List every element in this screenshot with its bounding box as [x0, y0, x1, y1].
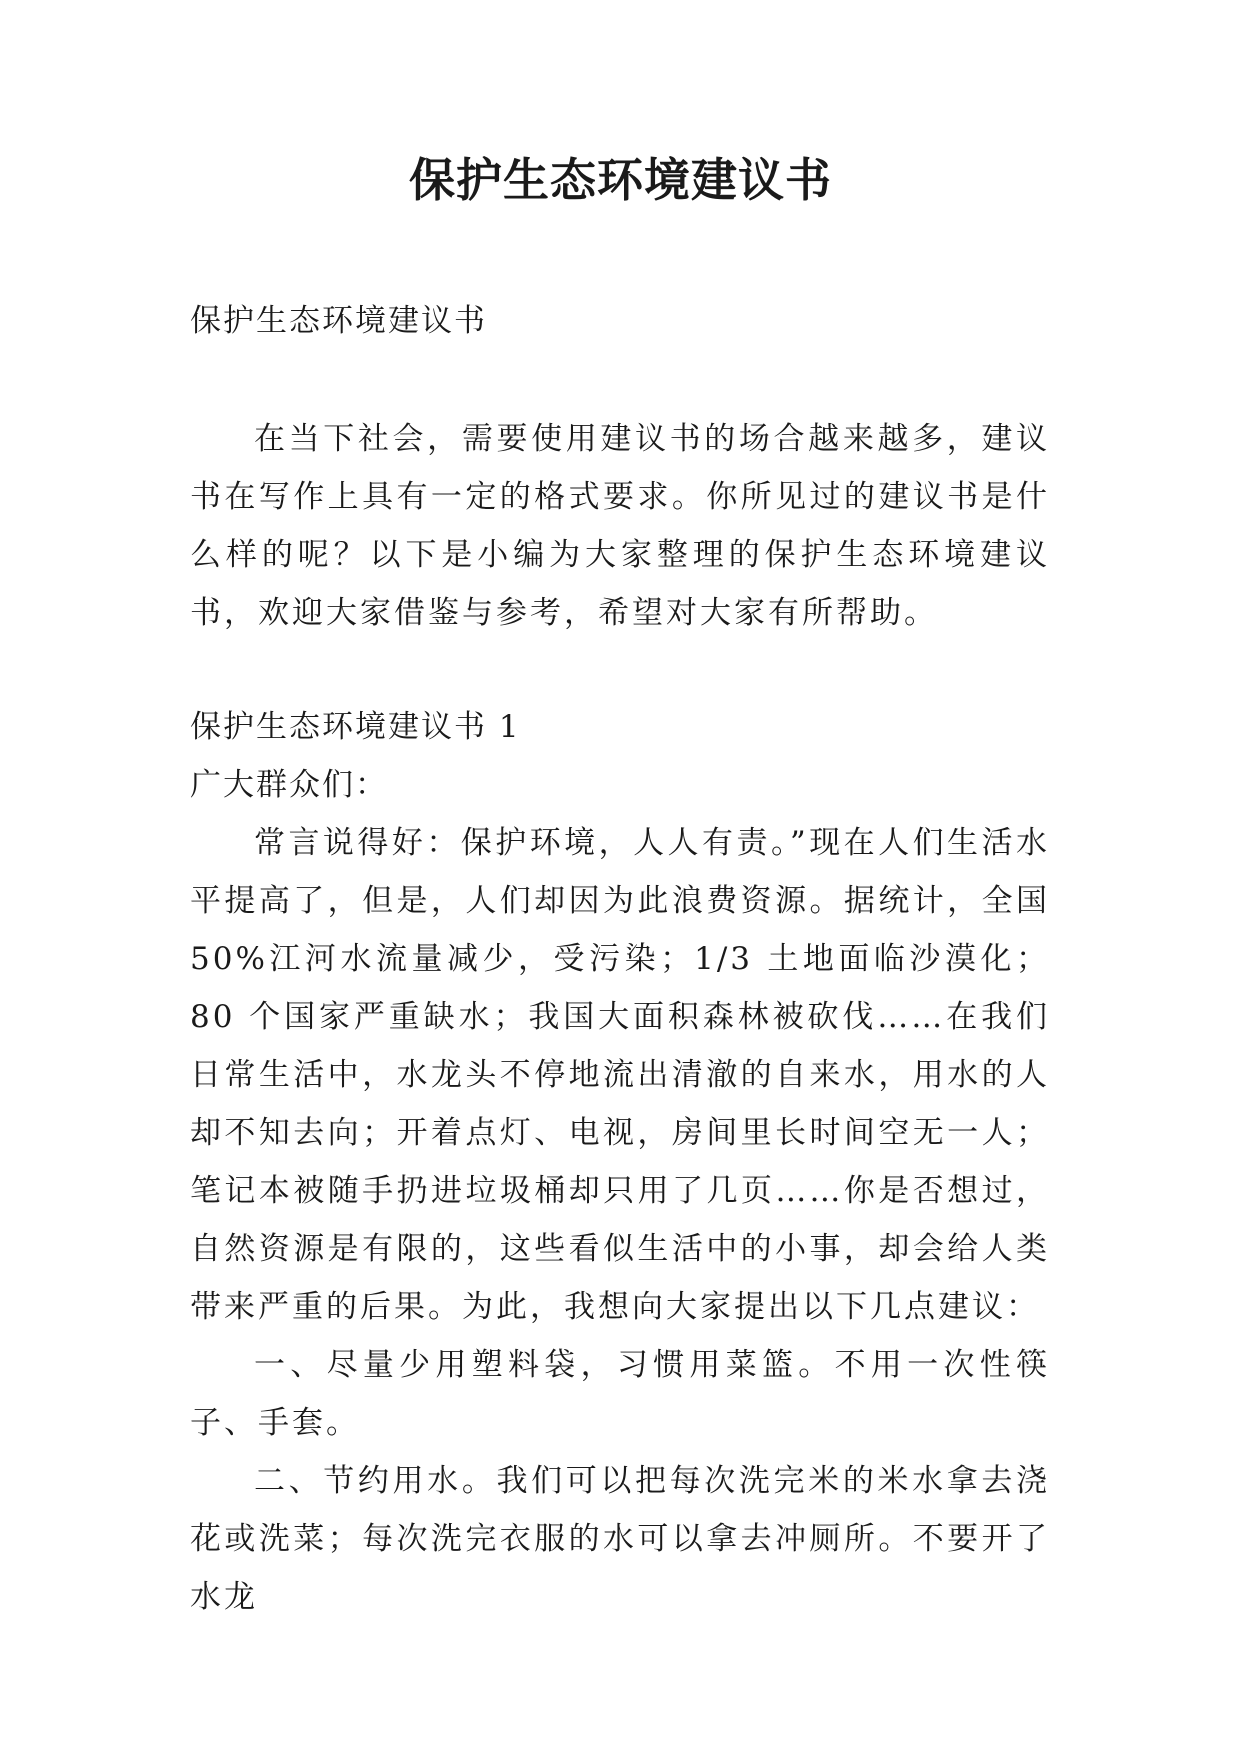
document-subtitle: 保护生态环境建议书 — [190, 303, 487, 339]
section-heading: 保护生态环境建议书 1 — [190, 709, 521, 745]
salutation: 广大群众们： — [190, 767, 388, 803]
document-body — [190, 292, 1050, 1626]
body-paragraph: 二、节约用水。我们可以把每次洗完米的米水拿去浇花或洗菜；每次洗完衣服的水可以拿去冲厕所。不要开了水龙 — [190, 1463, 1050, 1615]
body-paragraph: 常言说得好：保护环境，人人有责。”现在人们生活水平提高了，但是，人们却因为此浪费资源。据统计，全国 50%江河水流量减少，受污染；1/3 土地面临沙漠化；80 个国家严重缺水；我国大面积森林被砍伐……在我们日常生活中，水龙头不停地流出清澈的自来水，用水的人却不知去向；开着点灯、电视，房间里长时间空无一人；笔记本被随手扔进垃圾桶却只用了几页……你是否想过，自然资源是有限的，这些看似生活中的小事，却会给人类带来严重的后果。为此，我想向大家提出以下几点建议： — [190, 825, 1050, 1325]
spacer — [190, 350, 1050, 410]
body-paragraph: 一、尽量少用塑料袋，习惯用菜篮。不用一次性筷子、手套。 — [190, 1347, 1050, 1441]
document-title: 保护生态环境建议书 — [409, 153, 832, 207]
intro-paragraph: 在当下社会，需要使用建议书的场合越来越多，建议书在写作上具有一定的格式要求。你所见过的建议书是什么样的呢？以下是小编为大家整理的保护生态环境建议书，欢迎大家借鉴与参考，希望对大家有所帮助。 — [190, 421, 1050, 631]
spacer — [190, 642, 1050, 698]
